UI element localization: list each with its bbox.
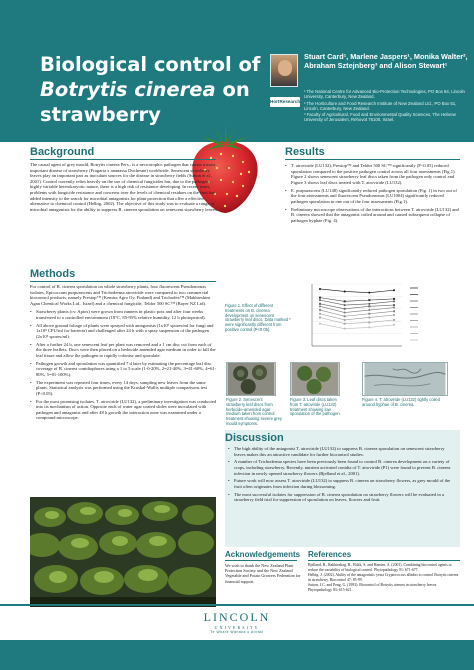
title-on: on	[215, 78, 250, 101]
methods-heading: Methods	[30, 268, 76, 280]
title-line-2	[40, 77, 270, 102]
references-list	[308, 563, 460, 593]
data-point	[393, 304, 395, 306]
author-photo	[270, 54, 298, 87]
data-point	[393, 319, 395, 321]
discussion-item: • The most successful isolates for suppression of B. cinerea sporulation on strawberry flowers will be evaluated in a strawberry field trial for suppression of sporulation on leaves, flowers and fruit.	[228, 492, 456, 503]
data-point	[319, 323, 321, 325]
data-point	[344, 304, 346, 306]
data-point	[393, 298, 395, 300]
title-species: Botrytis cinerea	[40, 78, 216, 101]
acknowledgements-text: We wish to thank the New Zealand Plant Protection Society and the New Zealand Vegetable and Potato Growers Federation for financial support.	[225, 563, 301, 584]
results-item: • T. atroviride (LU132), Prestop™ and Teldor 500 SC™ significantly (P<0.05) reduced sporulation compared to the positive pathogen control across all four assessments (Fig.1). Figure 2 shows senescent strawberry leaf discs taken from the pathogen only control and Figure 3 shows leaf discs treated with T. atroviride (LU132).	[285, 163, 461, 185]
results-rule	[285, 159, 460, 160]
discussion-heading: Discussion	[225, 432, 284, 444]
data-point	[319, 309, 321, 311]
data-point	[368, 303, 370, 305]
background-rule	[30, 159, 216, 160]
results-heading: Results	[285, 146, 325, 158]
author-face	[278, 60, 292, 76]
data-point	[368, 321, 370, 323]
data-point	[393, 324, 395, 326]
methods-item: • For the most promising isolates, T. atroviride (LU132), a preliminary investigation was conducted into its mechanism of action. Opposite ends of water agar coated slides were inoculated with pathogen and antagonist and after 48 h growth the interaction zone was examined under a compound microscope.	[30, 399, 218, 421]
results-text	[285, 163, 461, 226]
data-point	[393, 310, 395, 312]
figure-4-image	[362, 362, 448, 396]
acknowledgements-rule	[225, 560, 297, 561]
footer-rule	[0, 604, 474, 606]
lincoln-motto: Te Whare Wānaka o Aoraki	[210, 630, 264, 634]
hortresearch-logo	[270, 97, 300, 107]
data-point	[368, 326, 370, 328]
methods-intro: For control of B. cinerea sporulation on whole strawberry plants, four fluorescent Pseudomonas isolates, Epicoccum purpurascens and Trichoderma atroviride were compared to two commercial biocontrol products, namely Prestop™ (Kemira Agro Oy, Finland) and Trichodex™ (Makhteshim Agan Chemical Works Ltd., Israel) and a chemical fungicide, Teldor 500 SC™ (Bayer NZ Ltd).	[30, 284, 210, 306]
poster-title	[40, 52, 270, 127]
data-point	[393, 307, 395, 309]
discussion-list	[228, 446, 456, 503]
data-point	[319, 313, 321, 315]
data-point	[368, 292, 370, 294]
data-point	[368, 299, 370, 301]
methods-item: • The experiment was repeated four times, every 14 days, sampling new leaves from the same plants. Statistical analysis was performed using the Kruskal-Wallis multiple comparisons test (P<0.05).	[30, 380, 218, 397]
figure-2-image	[226, 362, 276, 396]
data-point	[368, 305, 370, 307]
methods-list	[30, 309, 218, 421]
affiliation-1: ¹ The National Centre for Advanced Bio-Protection Technologies, PO Box 84, Lincoln University, Canterbury, New Zealand.	[304, 89, 465, 100]
figure-2-caption: Figure 2. Senescent strawberry leaf discs from herbicide-amended agar medium taken from control treatment showing severe grey mould symptoms.	[226, 397, 282, 426]
title-line-3: strawberry	[40, 103, 161, 126]
discussion-item: • The high ability of the antagonist T. atroviride (LU132) to suppress B. cinerea sporulation on senescent strawberry leaves makes this an attractive candidate for further biocontrol studies.	[228, 446, 456, 457]
results-item: • E. purpurascens (LU148) significantly reduced pathogen sporulation (Fig. 1) in two out of the four assessments and fluorescent Pseudomonas (LU1004) significantly reduced pathogen sporulation in one out of the four assessments (Fig.1).	[285, 188, 461, 205]
data-point	[393, 289, 395, 291]
data-point	[344, 290, 346, 292]
data-point	[368, 316, 370, 318]
acknowledgements-heading: Acknowledgements	[225, 550, 301, 559]
background-text: The causal agent of grey mould, Botrytis cinerea Pers., is a necrotrophic pathogen that causes a most important disease of strawberry (Fragaria x ananassa Duchesne) worldwide. Senescent strawberry leaves play an important part as inoculum sources for the disease in strawberry fields (Sutton et al., 2001). Control currently relies heavily on the use of chemical fungicides but, due to the pathogens highly variable heterokaryotic nature, there is a high risk of resistance developing. In recent years, problems with fungicide resistance and concerns over the levels of chemical residues on the fruit has added intensity to the search for microbial antagonists for plant protection that offer a effective alternative to chemical control (Helbig, 2002). The objective of this study was to evaluate a range of microbial antagonists for the ability to suppress B. cinerea sporulation on senescent strawberry leaves.	[30, 162, 218, 212]
results-list	[285, 163, 461, 223]
figure-4-caption: Figure 4. T. atroviride (LU132) tightly coiled around hyphae of B. cinerea.	[362, 397, 440, 407]
discussion-item: • A number of Trichoderma species have been previously been found to control B. cinerea development on a variety of crops, including strawberry. Recently, nutrient activated conidia of T. atroviride (P1) were found to prevent B. cinerea infection in newly opened strawberry flowers (Bjelland et al., 2001).	[228, 459, 456, 476]
references-heading: References	[308, 550, 352, 559]
methods-item: • After a further 24 h, one senescent leaf per plant was removed and a 1 cm disc cut from each of the three leaflets. Discs were then placed on a herbicide amended agar medium in order to kill the leaf tissue and allow the pathogen to rapidly colonise and sporulate.	[30, 342, 218, 359]
data-point	[319, 297, 321, 299]
lincoln-sub: UNIVERSITY	[214, 625, 260, 630]
methods-item: • Pathogen growth and sporulation was quantified 7 d later by estimating the percentage leaf disc coverage of B. cinerea conidiophores using a 1 to 5 scale (1-0-20%, 2=21-40%, 3=41-60%, 4=61-80%, 5=81-100%).	[30, 361, 218, 378]
discussion-text	[228, 446, 456, 505]
author-list: Stuart Card¹, Marlene Jaspers¹, Monika Walter², Abraham Sztejnberg³ and Alison Stewart¹	[304, 52, 468, 70]
figure-3-image	[290, 362, 340, 396]
methods-text	[30, 284, 218, 423]
data-point	[319, 299, 321, 301]
data-point	[344, 300, 346, 302]
results-item: • Preliminary microscope observations of the interactions between T. atroviride (LU132) and B. cinerea showed that the antagonist coiled around and caused subsequent collapse of pathogen hyphae (Fig. 4).	[285, 207, 461, 224]
figure-1-chart	[298, 280, 448, 358]
methods-item: • Strawberry plants (cv. Aptos) were grown from runners in plastic pots and after four weeks transferred to a controlled environment (18°C, 85-95% relative humidity, 12 h photoperiod).	[30, 309, 218, 320]
data-point	[319, 316, 321, 318]
footer-band	[0, 640, 474, 670]
reference-item: Helbig, J. (2002). Ability of the antagonistic yeast Cryptococcus albidus to control Botrytis cinerea in strawberry. Biocontrol 47: 85-99.	[308, 573, 459, 582]
data-point	[319, 305, 321, 307]
data-point	[393, 300, 395, 302]
affiliation-3: ³ Faculty of Agricultural, Food and Environmental Quality Sciences, The Hebrew University of Jerusalem, Rehovot 76100, Israel.	[304, 112, 456, 123]
discussion-item: • Future work will now assess T. atroviride (LU132) to suppress B. cinerea on strawberry flowers, as grey mould of the fruit often originates from infection during blossoming.	[228, 478, 456, 489]
references-rule	[308, 560, 460, 561]
data-point	[344, 308, 346, 310]
figure-1-caption: Figure 1. Effect of different treatments on B. cinerea development on senescent strawberry leaf discs. Data marked * were significantly different from positive control (P<0.05).	[225, 303, 291, 332]
affiliation-2: ² The Horticulture and Food Research Institute of New Zealand Ltd., PO Box 51, Lincoln, Canterbury, New Zealand.	[304, 100, 457, 111]
reference-item: Bjelland, R., Rakhtesbag, B., Ehlik, S. and Hansen, A. (2001). Combining biocontrol agents to reduce the variability of biological control. Phytopathology 91: 671-677.	[308, 563, 452, 572]
data-point	[344, 328, 346, 330]
strawberry-seedlings-photo	[30, 497, 216, 607]
data-point	[393, 314, 395, 316]
affiliations	[304, 89, 469, 124]
data-point	[319, 288, 321, 290]
data-point	[368, 313, 370, 315]
data-point	[344, 312, 346, 314]
lincoln-name: LINCOLN	[203, 610, 271, 624]
data-point	[368, 309, 370, 311]
lincoln-university-logo	[193, 610, 281, 634]
data-point	[344, 323, 346, 325]
hortresearch-logo-text: HortResearch	[270, 99, 301, 104]
data-point	[344, 315, 346, 317]
data-point	[344, 319, 346, 321]
methods-item: • All above ground foliage of plants were sprayed with antagonists (1x10⁷ spores/ml for fungi and 1x10⁸ CFU/ml for bacteria) and challenged after 24 h with a spray suspension of the pathogen (2x10⁵ spores/ml).	[30, 323, 218, 340]
methods-rule	[30, 281, 216, 282]
data-point	[319, 303, 321, 305]
reference-item: Sutton, J.C. and Peng, G. (1993). Biocontrol of Botrytis cinerea in strawberry leaves. Phytopathology 83: 615-621.	[308, 583, 438, 592]
title-line-1: Biological control of	[40, 53, 261, 76]
background-heading: Background	[30, 146, 95, 158]
figure-3-caption: Figure 3. Leaf discs taken from T. atroviride (LU132) treatment showing low sporulation of the pathogen.	[290, 397, 341, 417]
